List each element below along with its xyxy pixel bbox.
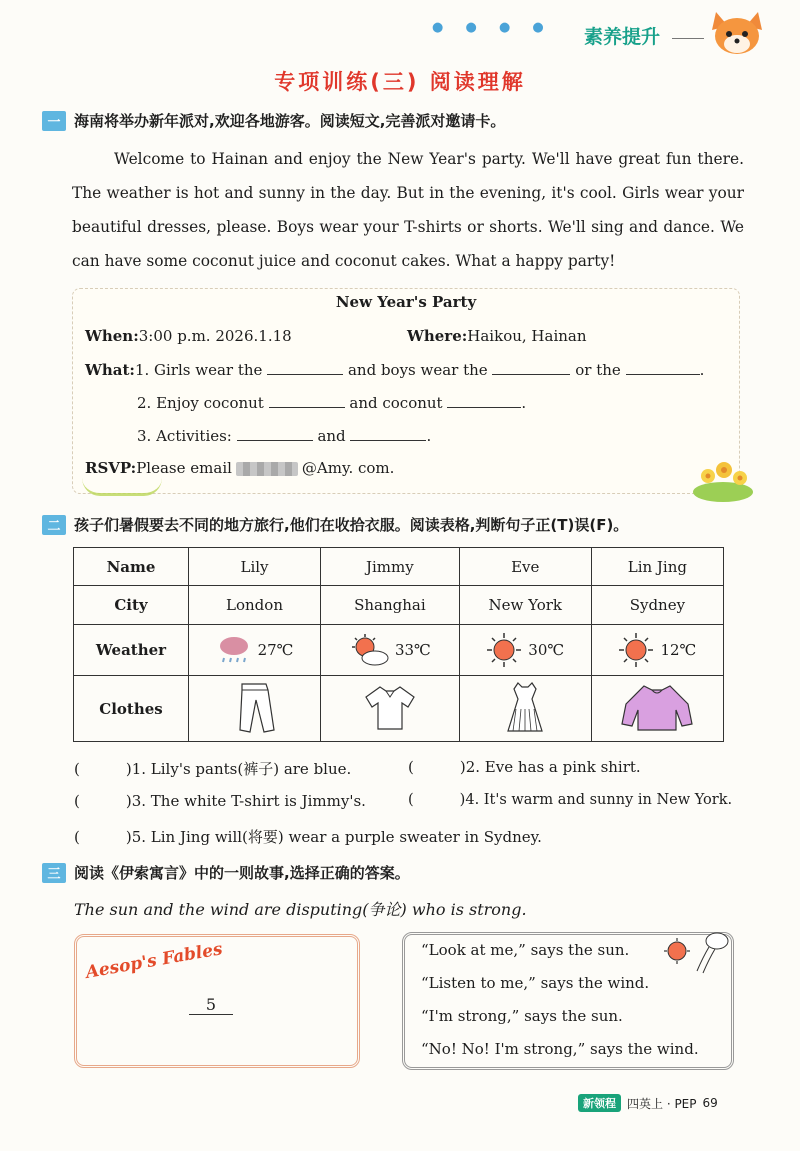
card-what-line-1: What:1. Girls wear the and boys wear the or the . — [85, 361, 705, 379]
answer-blank[interactable] — [350, 426, 426, 441]
fable-title: Aesop's Fables — [84, 939, 225, 983]
sun-cloud-icon — [349, 634, 389, 666]
answer-paren-open: ( — [74, 792, 80, 810]
header-weather: Weather — [74, 625, 189, 676]
section-2-header — [42, 514, 628, 535]
answer-paren-close: ) — [125, 760, 132, 778]
table-row — [74, 676, 724, 742]
what-2-text-b: and coconut — [349, 394, 443, 412]
brand-title: 素养提升 — [584, 26, 661, 48]
paw-prints-decoration: ● ● ● ● — [432, 20, 553, 35]
flower-bush-icon — [690, 456, 756, 502]
dialog-box — [402, 932, 734, 1070]
where-value: Haikou, Hainan — [467, 327, 587, 345]
answer-blank[interactable] — [269, 393, 345, 408]
table-cell: Shanghai — [321, 586, 460, 625]
card-where-line — [407, 327, 587, 345]
table-row — [74, 548, 724, 586]
fable-number: 5 — [189, 995, 233, 1015]
answer-blank[interactable] — [447, 393, 521, 408]
question-5 — [74, 826, 542, 847]
when-value: 3:00 p.m. 2026.1.18 — [138, 327, 292, 345]
answer-paren-close: ) — [459, 758, 466, 776]
what-3-text-b: and — [317, 427, 346, 445]
invitation-card — [72, 288, 740, 494]
table-cell: New York — [459, 586, 591, 625]
header-city: City — [74, 586, 189, 625]
question-text: 2. Eve has a pink shirt. — [465, 758, 641, 776]
answer-blank[interactable] — [492, 360, 570, 375]
series-badge: 新领程 — [578, 1094, 621, 1112]
card-when-line — [85, 327, 292, 345]
dialog-line: “No! No! I'm strong,” says the wind. — [421, 1040, 699, 1058]
fable-box — [74, 934, 360, 1068]
what-1-text-c: or the — [575, 361, 621, 379]
grass-decoration — [82, 478, 162, 496]
question-text: 3. The white T-shirt is Jimmy's. — [131, 792, 366, 810]
question-text: 4. It's warm and sunny in New York. — [465, 792, 733, 808]
page-title: 专项训练(三) 阅读理解 — [274, 70, 526, 94]
sun-icon — [663, 937, 697, 967]
section-3-instruction: 阅读《伊索寓言》中的一则故事,选择正确的答案。 — [74, 864, 410, 882]
page-number: 69 — [702, 1096, 718, 1110]
pants-icon — [230, 680, 280, 734]
table-cell — [189, 676, 321, 742]
story-intro: The sun and the wind are disputing(争论) who is strong. — [74, 900, 527, 919]
card-what-line-3: 3. Activities: and . — [137, 427, 432, 445]
wind-icon — [695, 931, 731, 977]
answer-paren-open: ( — [74, 760, 80, 778]
table-row — [74, 586, 724, 625]
table-cell: London — [189, 586, 321, 625]
table-cell: Sydney — [591, 586, 723, 625]
answer-paren-close: ) — [459, 792, 466, 808]
table-cell — [321, 676, 460, 742]
dress-icon — [502, 679, 548, 735]
what-1-text-a: 1. Girls wear the — [134, 361, 263, 379]
what-3-text-a: 3. Activities: — [137, 427, 232, 445]
tshirt-icon — [362, 681, 418, 733]
rain-cloud-icon — [216, 634, 252, 666]
table-cell: Eve — [459, 548, 591, 586]
header-clothes: Clothes — [74, 676, 189, 742]
table-cell — [591, 676, 723, 742]
question-2 — [408, 758, 641, 776]
where-label: Where: — [407, 327, 468, 345]
travel-table — [73, 547, 724, 742]
card-what-line-2: 2. Enjoy coconut and coconut . — [137, 394, 527, 412]
rsvp-suffix: @Amy. com. — [301, 459, 395, 477]
section-1-instruction: 海南将举办新年派对,欢迎各地游客。阅读短文,完善派对邀请卡。 — [74, 112, 506, 130]
page-footer — [578, 1094, 718, 1112]
table-cell — [591, 625, 723, 676]
section-3-header — [42, 862, 410, 883]
table-cell — [459, 676, 591, 742]
question-4 — [408, 792, 732, 808]
table-cell: Lin Jing — [591, 548, 723, 586]
section-2-badge: 二 — [42, 515, 66, 535]
answer-blank[interactable] — [267, 360, 343, 375]
answer-blank[interactable] — [237, 426, 313, 441]
fox-mascot-icon — [708, 8, 766, 58]
question-3 — [74, 792, 366, 810]
answer-paren-open: ( — [408, 758, 414, 776]
what-1-text-b: and boys wear the — [347, 361, 488, 379]
table-cell: Lily — [189, 548, 321, 586]
dialog-line: “I'm strong,” says the sun. — [421, 1007, 623, 1025]
section-3-badge: 三 — [42, 863, 66, 883]
header-name: Name — [74, 548, 189, 586]
table-cell — [321, 625, 460, 676]
question-text: 1. Lily's pants(裤子) are blue. — [131, 760, 352, 778]
table-cell — [459, 625, 591, 676]
book-label: 四英上 · PEP — [627, 1096, 697, 1111]
card-rsvp-line — [85, 459, 394, 477]
answer-blank[interactable] — [626, 360, 700, 375]
brand-divider — [672, 38, 704, 39]
temperature: 27℃ — [257, 641, 294, 659]
answer-paren-open: ( — [408, 792, 414, 808]
card-title: New Year's Party — [335, 293, 477, 311]
reading-passage: Welcome to Hainan and enjoy the New Year's party. We'll have great fun there. The weather is hot and sunny in the day. But in the evening, it's cool. Girls wear your beautiful dresses, please. Boys wear your T-shirts or shorts. We'll sing and dance. We can have some coconut juice and coconut cakes. What a happy party! — [72, 150, 744, 270]
section-1-header — [42, 110, 505, 131]
sun-icon — [486, 632, 522, 668]
question-text: 5. Lin Jing will(将要) wear a purple sweater in Sydney. — [131, 828, 542, 846]
sweater-icon — [618, 680, 696, 734]
what-2-text-a: 2. Enjoy coconut — [137, 394, 264, 412]
section-1-badge: 一 — [42, 111, 66, 131]
dialog-line: “Listen to me,” says the wind. — [421, 974, 650, 992]
answer-paren-close: ) — [125, 828, 132, 846]
table-cell — [189, 625, 321, 676]
table-cell: Jimmy — [321, 548, 460, 586]
dialog-line: “Look at me,” says the sun. — [421, 941, 630, 959]
table-row — [74, 625, 724, 676]
rsvp-prefix: Please email — [136, 459, 232, 477]
section-2-instruction: 孩子们暑假要去不同的地方旅行,他们在收拾衣服。阅读表格,判断句子正(T)误(F)。 — [74, 516, 629, 534]
temperature: 12℃ — [660, 641, 697, 659]
temperature: 30℃ — [528, 641, 565, 659]
question-1 — [74, 758, 351, 779]
rsvp-label: RSVP: — [85, 459, 137, 477]
what-label: What: — [85, 361, 135, 379]
redacted-email — [236, 462, 298, 476]
answer-paren-close: ) — [125, 792, 132, 810]
answer-paren-open: ( — [74, 828, 80, 846]
sun-icon — [618, 632, 654, 668]
temperature: 33℃ — [394, 641, 431, 659]
when-label: When: — [85, 327, 139, 345]
